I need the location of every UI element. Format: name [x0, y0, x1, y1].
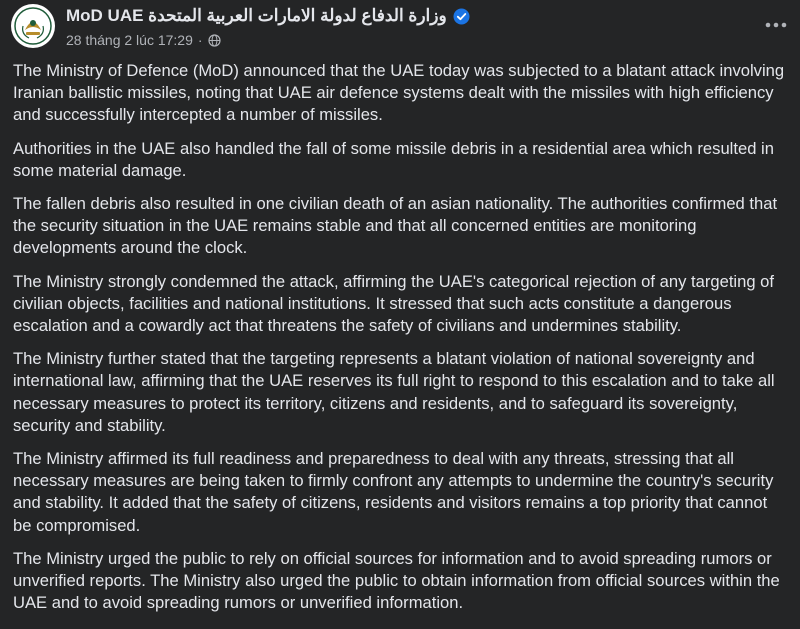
page-name[interactable]: MoD UAE وزارة الدفاع لدولة الامارات العربية المتحدة: [66, 6, 447, 25]
post-paragraph: The Ministry urged the public to rely on official sources for information and to avoid spreading rumors or unverified reports. The Ministry also urged the public to obtain information from official sources within the UAE and to avoid spreading rumors or unverified information.: [13, 548, 780, 613]
more-options-icon: [765, 22, 787, 28]
globe-icon: [208, 34, 221, 47]
post-paragraph: The Ministry affirmed its full readiness and preparedness to deal with any threats, stressing that all necessary measures are being taken to firmly confront any attempts to undermine the country's security and stability. It added that the safety of citizens, residents and visitors remains a top priority that cannot be compromised.: [13, 449, 774, 535]
post-paragraph: Authorities in the UAE also handled the fall of some missile debris in a residential area which resulted in some material damage.: [13, 138, 774, 180]
verified-badge-icon: [453, 8, 470, 25]
post-body: [13, 60, 789, 625]
more-options-button[interactable]: [762, 14, 790, 36]
post-paragraph: The fallen debris also resulted in one civilian death of an asian nationality. The authorities confirmed that the security situation in the UAE remains stable and that all concerned entities are monitoring developments around the clock.: [13, 194, 778, 258]
page-avatar[interactable]: [11, 4, 55, 48]
post-timestamp[interactable]: 28 tháng 2 lúc 17:29: [66, 32, 193, 48]
post-meta: [66, 32, 221, 48]
mod-emblem-icon: [11, 4, 55, 48]
post-header: [0, 0, 800, 60]
meta-separator: ·: [197, 32, 203, 48]
post-paragraph: The Ministry of Defence (MoD) announced that the UAE today was subjected to a blatant attack involving Iranian ballistic missiles, noting that UAE air defence systems dealt with the missiles with high efficiency and successfully intercepted a number of missiles.: [13, 61, 785, 125]
post-paragraph: The Ministry further stated that the targeting represents a blatant violation of national sovereignty and international law, affirming that the UAE reserves its full right to respond to this escalation and to take all necessary measures to protect its territory, citizens and residents, and to safeguard its sovereignty, security and stability.: [13, 349, 775, 435]
post-paragraph: The Ministry strongly condemned the attack, affirming the UAE's categorical rejection of any targeting of civilian objects, facilities and national institutions. It stressed that such acts constitute a dangerous escalation and a cowardly act that threatens the safety of civilians and undermines stability.: [13, 271, 775, 336]
